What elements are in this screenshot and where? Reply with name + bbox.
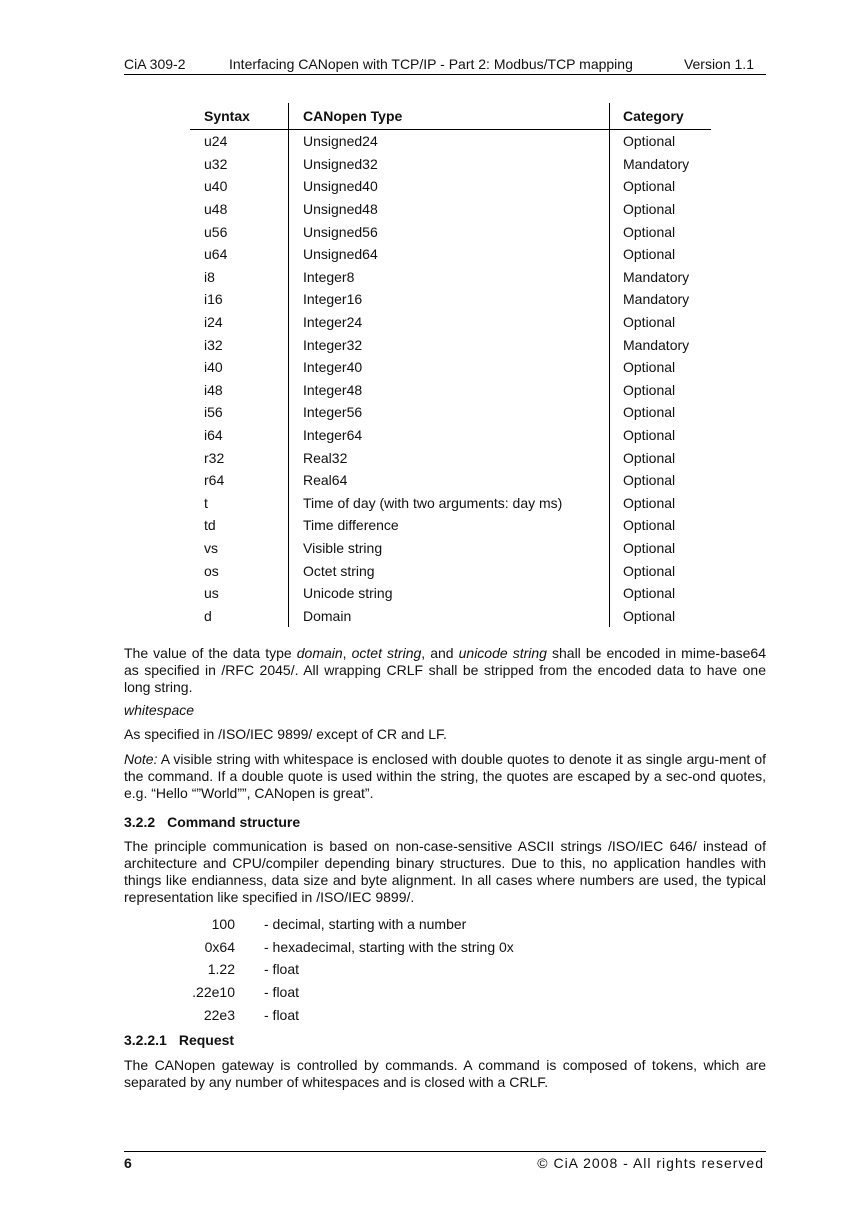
header-doc-id: CiA 309-2 bbox=[124, 56, 186, 72]
cell-syntax: r32 bbox=[204, 449, 225, 466]
cell-syntax: i32 bbox=[204, 336, 223, 353]
cell-canopen-type: Integer40 bbox=[289, 356, 610, 379]
section-number: 3.2.2.1 bbox=[124, 1032, 167, 1048]
cell-canopen-type: Integer56 bbox=[289, 401, 610, 424]
cell-category: Optional bbox=[610, 424, 712, 447]
encoding-paragraph bbox=[124, 645, 766, 696]
column-header-canopen-type: CANopen Type bbox=[289, 103, 610, 130]
table-row bbox=[190, 401, 711, 424]
copyright-notice: © CiA 2008 - All rights reserved bbox=[537, 1155, 764, 1171]
cell-syntax: u32 bbox=[204, 155, 228, 172]
cell-canopen-type: Integer48 bbox=[289, 379, 610, 402]
cell-canopen-type: Real32 bbox=[289, 446, 610, 469]
cell-category: Mandatory bbox=[610, 266, 712, 289]
list-item bbox=[170, 936, 514, 959]
table-row bbox=[190, 153, 711, 176]
cell-syntax: os bbox=[204, 562, 219, 579]
command-structure-text: The principle communication is based on non-case-sensitive ASCII strings /ISO/IEC 646/ instead of architecture and CPU/compiler depending binary structures. Due to this, no application handles with things like endianness, data size and byte alignment. In all cases where numbers are used, the typical representation like specified in /ISO/IEC 9899/. bbox=[124, 838, 766, 905]
table-row bbox=[190, 537, 711, 560]
cell-category: Optional bbox=[610, 243, 712, 266]
number-example-value: 1.22 bbox=[207, 961, 235, 978]
cell-category: Mandatory bbox=[610, 288, 712, 311]
term-unicode-string: unicode string bbox=[458, 645, 547, 661]
cell-category: Optional bbox=[610, 514, 712, 537]
note-text: A visible string with whitespace is enclosed with double quotes to denote it as single argu-ment of the command. If a double quote is used within the string, the quotes are escaped by a sec-ond quotes, e.g. “Hello “”World””, CANopen is great”. bbox=[124, 751, 766, 801]
whitespace-term: whitespace bbox=[124, 702, 195, 718]
table-row bbox=[190, 379, 711, 402]
cell-category: Optional bbox=[610, 198, 712, 221]
number-example-description: - float bbox=[264, 984, 300, 1001]
cell-canopen-type: Integer32 bbox=[289, 333, 610, 356]
cell-syntax: i40 bbox=[204, 359, 223, 376]
table-row bbox=[190, 130, 711, 153]
para-text: , bbox=[342, 645, 352, 661]
cell-syntax: u48 bbox=[204, 201, 228, 218]
table-row bbox=[190, 356, 711, 379]
cell-category: Optional bbox=[610, 559, 712, 582]
whitespace-definition-text: As specified in /ISO/IEC 9899/ except of CR and LF. bbox=[124, 726, 447, 742]
note-label: Note: bbox=[124, 751, 158, 767]
number-example-value: 22e3 bbox=[203, 1006, 235, 1023]
list-item bbox=[170, 981, 514, 1004]
table-body bbox=[190, 130, 711, 628]
cell-syntax: i24 bbox=[204, 314, 223, 331]
cell-syntax: td bbox=[204, 517, 216, 534]
header-title: Interfacing CANopen with TCP/IP - Part 2: Modbus/TCP mapping bbox=[229, 56, 633, 72]
request-text: The CANopen gateway is controlled by commands. A command is composed of tokens, which are separated by any number of whitespaces and is closed with a CRLF. bbox=[124, 1057, 766, 1090]
number-example-value: 100 bbox=[211, 916, 235, 933]
data-type-table bbox=[190, 103, 711, 627]
cell-canopen-type: Integer8 bbox=[289, 266, 610, 289]
cell-syntax: vs bbox=[204, 539, 218, 556]
table-row bbox=[190, 446, 711, 469]
list-item bbox=[170, 1003, 514, 1026]
column-header-syntax: Syntax bbox=[190, 103, 289, 130]
cell-canopen-type: Unsigned56 bbox=[289, 220, 610, 243]
table-row bbox=[190, 559, 711, 582]
cell-canopen-type: Time difference bbox=[289, 514, 610, 537]
column-header-category: Category bbox=[610, 103, 712, 130]
cell-canopen-type: Octet string bbox=[289, 559, 610, 582]
whitespace-term-block bbox=[124, 702, 766, 719]
cell-syntax: i16 bbox=[204, 291, 223, 308]
cell-syntax: i8 bbox=[204, 268, 215, 285]
table-row bbox=[190, 604, 711, 627]
number-examples-list bbox=[170, 913, 514, 1026]
table-row bbox=[190, 492, 711, 515]
cell-canopen-type: Time of day (with two arguments: day ms) bbox=[289, 492, 610, 515]
cell-syntax: i56 bbox=[204, 404, 223, 421]
cell-syntax: t bbox=[204, 494, 208, 511]
cell-canopen-type: Unsigned24 bbox=[289, 130, 610, 153]
section-heading-3-2-2-1 bbox=[124, 1032, 766, 1049]
table-row bbox=[190, 311, 711, 334]
cell-category: Optional bbox=[610, 604, 712, 627]
table-row bbox=[190, 266, 711, 289]
whitespace-definition bbox=[124, 726, 766, 743]
cell-canopen-type: Integer16 bbox=[289, 288, 610, 311]
header-version: Version 1.1 bbox=[683, 56, 754, 72]
cell-category: Optional bbox=[610, 356, 712, 379]
cell-category: Optional bbox=[610, 446, 712, 469]
number-example-value: .22e10 bbox=[192, 984, 235, 1001]
cell-syntax: r64 bbox=[204, 472, 225, 489]
cell-canopen-type: Unsigned40 bbox=[289, 175, 610, 198]
cell-category: Optional bbox=[610, 492, 712, 515]
cell-category: Optional bbox=[610, 469, 712, 492]
cell-category: Mandatory bbox=[610, 333, 712, 356]
page-number: 6 bbox=[124, 1155, 132, 1171]
cell-canopen-type: Domain bbox=[289, 604, 610, 627]
cell-canopen-type: Visible string bbox=[289, 537, 610, 560]
page-header bbox=[124, 54, 766, 75]
cell-canopen-type: Integer64 bbox=[289, 424, 610, 447]
cell-category: Mandatory bbox=[610, 153, 712, 176]
section-heading-3-2-2 bbox=[124, 814, 766, 831]
para-text: , and bbox=[421, 645, 459, 661]
table-row bbox=[190, 333, 711, 356]
cell-syntax: u56 bbox=[204, 223, 228, 240]
table-header-row bbox=[190, 103, 711, 130]
list-item bbox=[170, 958, 514, 981]
cell-category: Optional bbox=[610, 401, 712, 424]
table-row bbox=[190, 198, 711, 221]
cell-canopen-type: Unsigned48 bbox=[289, 198, 610, 221]
number-example-description: - float bbox=[264, 961, 300, 978]
cell-category: Optional bbox=[610, 537, 712, 560]
list-item bbox=[170, 913, 514, 936]
cell-syntax: i48 bbox=[204, 381, 223, 398]
table-row bbox=[190, 424, 711, 447]
page-footer bbox=[124, 1151, 766, 1174]
cell-canopen-type: Integer24 bbox=[289, 311, 610, 334]
table-row bbox=[190, 175, 711, 198]
request-paragraph bbox=[124, 1057, 766, 1091]
table-row bbox=[190, 220, 711, 243]
table-row bbox=[190, 243, 711, 266]
para-text: The value of the data type bbox=[124, 645, 297, 661]
cell-syntax: d bbox=[204, 607, 212, 624]
table-row bbox=[190, 514, 711, 537]
cell-canopen-type: Real64 bbox=[289, 469, 610, 492]
term-domain: domain bbox=[296, 645, 343, 661]
table-row bbox=[190, 469, 711, 492]
command-structure-paragraph bbox=[124, 838, 766, 906]
cell-canopen-type: Unsigned32 bbox=[289, 153, 610, 176]
para-text: shall be encoded in mime-base64 as specified in /RFC 2045/. All wrapping CRLF shall be stripped from the encoded data to have one long string. bbox=[124, 645, 766, 695]
cell-category: Optional bbox=[610, 311, 712, 334]
section-number: 3.2.2 bbox=[124, 814, 156, 830]
note-paragraph bbox=[124, 751, 766, 802]
cell-syntax: u24 bbox=[204, 133, 228, 150]
cell-syntax: i64 bbox=[204, 427, 223, 444]
cell-category: Optional bbox=[610, 130, 712, 153]
number-example-description: - hexadecimal, starting with the string 0x bbox=[264, 938, 514, 955]
cell-syntax: us bbox=[204, 585, 219, 602]
number-example-value: 0x64 bbox=[204, 938, 235, 955]
table-row bbox=[190, 288, 711, 311]
section-title: Request bbox=[178, 1032, 235, 1048]
cell-category: Optional bbox=[610, 220, 712, 243]
cell-syntax: u64 bbox=[204, 246, 228, 263]
number-example-description: - decimal, starting with a number bbox=[264, 916, 467, 933]
number-example-description: - float bbox=[264, 1006, 300, 1023]
cell-canopen-type: Unicode string bbox=[289, 582, 610, 605]
table-row bbox=[190, 582, 711, 605]
cell-category: Optional bbox=[610, 582, 712, 605]
cell-category: Optional bbox=[610, 379, 712, 402]
cell-syntax: u40 bbox=[204, 178, 228, 195]
section-title: Command structure bbox=[167, 814, 301, 830]
cell-category: Optional bbox=[610, 175, 712, 198]
term-octet-string: octet string bbox=[351, 645, 422, 661]
cell-canopen-type: Unsigned64 bbox=[289, 243, 610, 266]
